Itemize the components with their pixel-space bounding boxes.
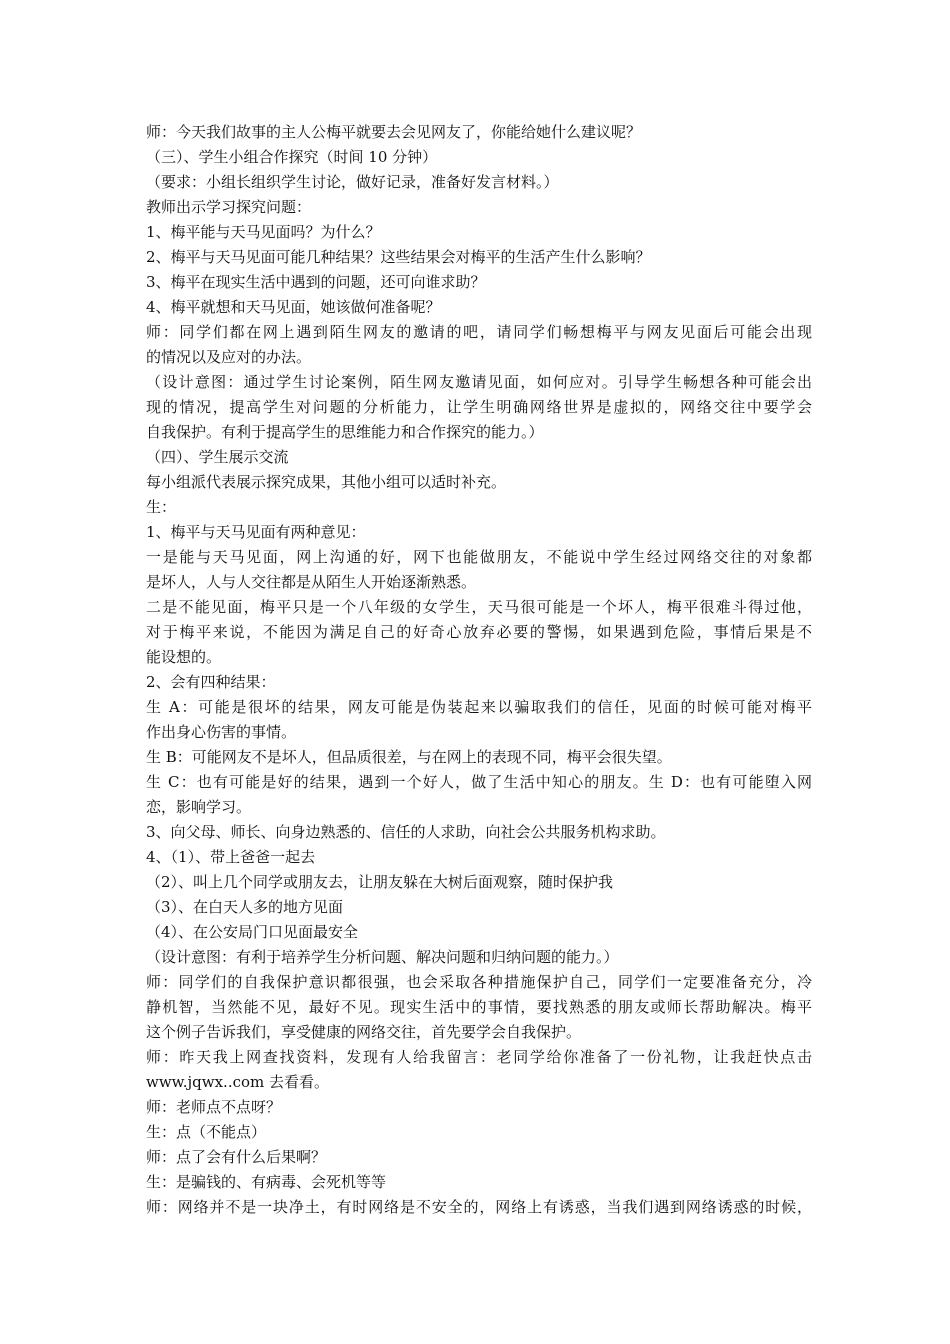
- text-line: 生 C：也有可能是好的结果，遇到一个好人，做了生活中知心的朋友。生 D：也有可能堕入网: [146, 773, 812, 791]
- text-line: （四）、学生展示交流: [146, 448, 289, 466]
- text-line: 2、梅平与天马见面可能几种结果？这些结果会对梅平的生活产生什么影响？: [146, 248, 651, 266]
- text-line: 是坏人，人与人交往都是从陌生人开始逐渐熟悉。: [146, 573, 477, 591]
- text-line: 生 A：可能是很坏的结果，网友可能是伪装起来以骗取我们的信任，见面的时候可能对梅平: [146, 698, 812, 716]
- text-line: （要求：小组长组织学生讨论，做好记录，准备好发言材料。）: [146, 173, 559, 191]
- text-line: 这个例子告诉我们，享受健康的网络交往，首先要学会自我保护。: [146, 1023, 582, 1041]
- text-line: 1、梅平与天马见面有两种意见：: [146, 523, 366, 541]
- text-line: （3）、在白天人多的地方见面: [146, 898, 344, 916]
- text-line: 能设想的。: [146, 648, 222, 666]
- text-line: 师：同学们的自我保护意识都很强，也会采取各种措施保护自己，同学们一定要准备充分，冷: [146, 973, 812, 991]
- text-line: 4、（1）、带上爸爸一起去: [146, 848, 316, 866]
- text-line: （设计意图：有利于培养学生分析问题、解决问题和归纳问题的能力。）: [146, 948, 619, 966]
- text-line: 1、梅平能与天马见面吗？为什么？: [146, 223, 381, 241]
- text-line: 3、梅平在现实生活中遇到的问题，还可向谁求助？: [146, 273, 486, 291]
- text-line: （2）、叫上几个同学或朋友去，让朋友躲在大树后面观察，随时保护我: [146, 873, 614, 891]
- text-line: 2、会有四种结果：: [146, 673, 276, 691]
- text-line: 师：点了会有什么后果啊？: [146, 1148, 327, 1166]
- document-page: [146, 120, 812, 1220]
- text-line: 作出身心伤害的事情。: [146, 723, 297, 741]
- text-line: 师：昨天我上网查找资料，发现有人给我留言：老同学给你准备了一份礼物，让我赶快点击: [146, 1048, 812, 1066]
- text-line: 静机智，当然能不见，最好不见。现实生活中的事情，要找熟悉的朋友或师长帮助解决。梅平: [146, 998, 812, 1016]
- text-line: 恋，影响学习。: [146, 798, 252, 816]
- text-line: （4）、在公安局门口见面最安全: [146, 923, 359, 941]
- text-line: 师：今天我们故事的主人公梅平就要去会见网友了，你能给她什么建议呢？: [146, 123, 642, 141]
- text-line: 生：点（不能点）: [146, 1123, 267, 1141]
- text-line: 一是能与天马见面，网上沟通的好，网下也能做朋友，不能说中学生经过网络交往的对象都: [146, 548, 812, 566]
- text-line: 自我保护。有利于提高学生的思维能力和合作探究的能力。）: [146, 423, 544, 441]
- text-line: 对于梅平来说，不能因为满足自己的好奇心放弃必要的警惕，如果遇到危险，事情后果是不: [146, 623, 812, 641]
- text-line: 教师出示学习探究问题：: [146, 198, 312, 216]
- text-line: 每小组派代表展示探究成果，其他小组可以适时补充。: [146, 473, 507, 491]
- text-line: 的情况以及应对的办法。: [146, 348, 312, 366]
- text-line: 师：网络并不是一块净土，有时网络是不安全的，网络上有诱惑，当我们遇到网络诱惑的时候，: [146, 1198, 812, 1216]
- text-line: 生：: [146, 498, 177, 516]
- text-line: 3、向父母、师长、向身边熟悉的、信任的人求助，向社会公共服务机构求助。: [146, 823, 666, 841]
- text-line: 师：同学们都在网上遇到陌生网友的邀请的吧，请同学们畅想梅平与网友见面后可能会出现: [146, 323, 812, 341]
- text-line: 现的情况，提高学生对问题的分析能力，让学生明确网络世界是虚拟的，网络交往中要学会: [146, 398, 812, 416]
- text-line: 生 B：可能网友不是坏人，但品质很差，与在网上的表现不同，梅平会很失望。: [146, 748, 672, 766]
- text-line: （三）、学生小组合作探究（时间 10 分钟）: [146, 148, 438, 166]
- text-line: （设计意图：通过学生讨论案例，陌生网友邀请见面，如何应对。引导学生畅想各种可能会出: [146, 373, 812, 391]
- text-line: 师：老师点不点呀？: [146, 1098, 282, 1116]
- text-line: 二是不能见面，梅平只是一个八年级的女学生，天马很可能是一个坏人，梅平很难斗得过他，: [146, 598, 812, 616]
- text-line: 生：是骗钱的、有病毒、会死机等等: [146, 1173, 387, 1191]
- text-line: www.jqwx..com 去看看。: [146, 1073, 330, 1091]
- text-line: 4、梅平就想和天马见面，她该做何准备呢？: [146, 298, 441, 316]
